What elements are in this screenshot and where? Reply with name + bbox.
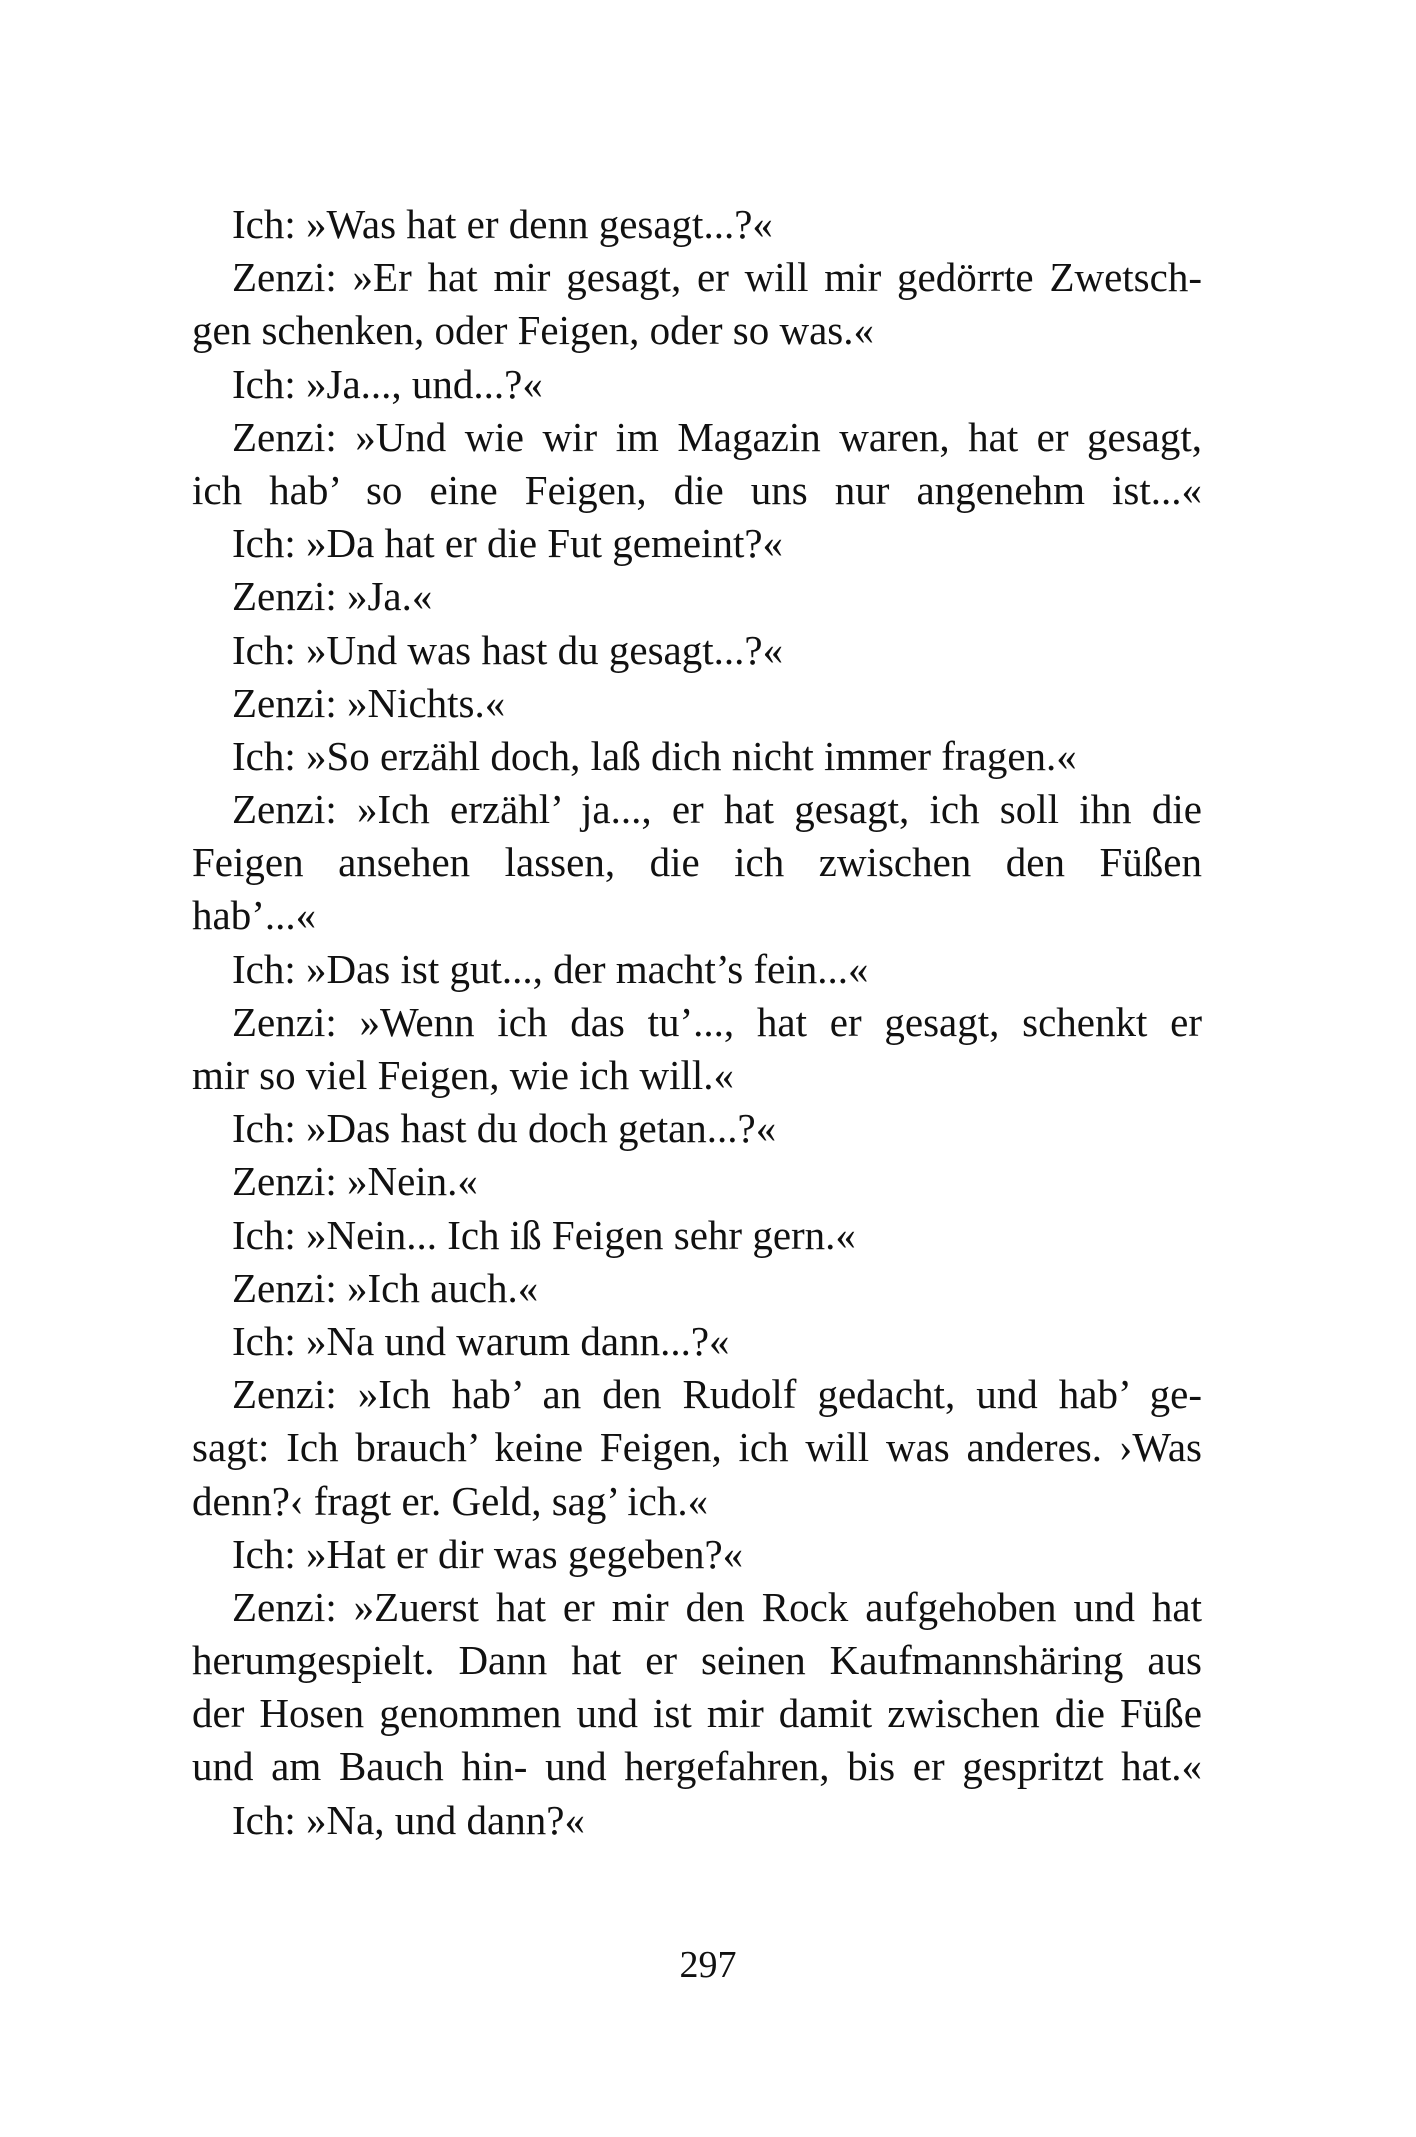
text-line: Ich: »Na und warum dann...?«: [232, 1317, 730, 1364]
text-line: denn?‹ fragt er. Geld, sag’ ich.«: [192, 1477, 709, 1524]
text-line: Ich: »Na, und dann?«: [232, 1796, 585, 1843]
text-line: ich hab’ so eine Feigen, die uns nur angenehm ist...«: [192, 466, 1202, 513]
text-line: Zenzi: »Ich erzähl’ ja..., er hat gesagt, ich soll ihn die: [232, 786, 1202, 833]
page-number: 297: [679, 1944, 737, 1986]
text-line: Ich: »Ja..., und...?«: [232, 360, 543, 407]
text-line: gen schenken, oder Feigen, oder so was.«: [192, 307, 875, 354]
text-line: Zenzi: »Wenn ich das tu’..., hat er gesagt, schenkt er: [232, 998, 1202, 1045]
text-line: Zenzi: »Nichts.«: [232, 679, 506, 726]
text-line: Ich: »Nein... Ich iß Feigen sehr gern.«: [232, 1211, 856, 1258]
text-line: Zenzi: »Er hat mir gesagt, er will mir gedörrte Zwetsch-: [232, 254, 1202, 301]
text-line: Ich: »So erzähl doch, laß dich nicht immer fragen.«: [232, 732, 1077, 779]
text-line: Ich: »Hat er dir was gegeben?«: [232, 1530, 744, 1577]
text-line: mir so viel Feigen, wie ich will.«: [192, 1052, 735, 1098]
text-line: der Hosen genommen und ist mir damit zwischen die Füße: [192, 1690, 1202, 1737]
text-line: sagt: Ich brauch’ keine Feigen, ich will was anderes. ›Was: [192, 1424, 1202, 1471]
text-line: Zenzi: »Nein.«: [232, 1158, 478, 1205]
text-line: und am Bauch hin- und hergefahren, bis er gespritzt hat.«: [192, 1743, 1202, 1790]
text-line: Zenzi: »Zuerst hat er mir den Rock aufgehoben und hat: [232, 1583, 1202, 1630]
text-line: Zenzi: »Und wie wir im Magazin waren, hat er gesagt,: [232, 413, 1202, 460]
text-line: herumgespielt. Dann hat er seinen Kaufmannshäring aus: [192, 1637, 1202, 1684]
text-line: Zenzi: »Ich hab’ an den Rudolf gedacht, und hab’ ge-: [232, 1371, 1202, 1418]
body-text: [192, 198, 1202, 1847]
text-line: hab’...«: [192, 892, 317, 939]
text-line: Ich: »Das ist gut..., der macht’s fein...«: [232, 945, 869, 992]
text-line: Feigen ansehen lassen, die ich zwischen den Füßen: [192, 839, 1202, 886]
text-line: Zenzi: »Ich auch.«: [232, 1264, 539, 1311]
text-line: Zenzi: »Ja.«: [232, 573, 433, 620]
text-line: Ich: »Was hat er denn gesagt...?«: [232, 201, 773, 247]
text-line: Ich: »Da hat er die Fut gemeint?«: [232, 520, 784, 567]
text-line: Ich: »Das hast du doch getan...?«: [232, 1105, 777, 1152]
text-line: Ich: »Und was hast du gesagt...?«: [232, 626, 784, 673]
